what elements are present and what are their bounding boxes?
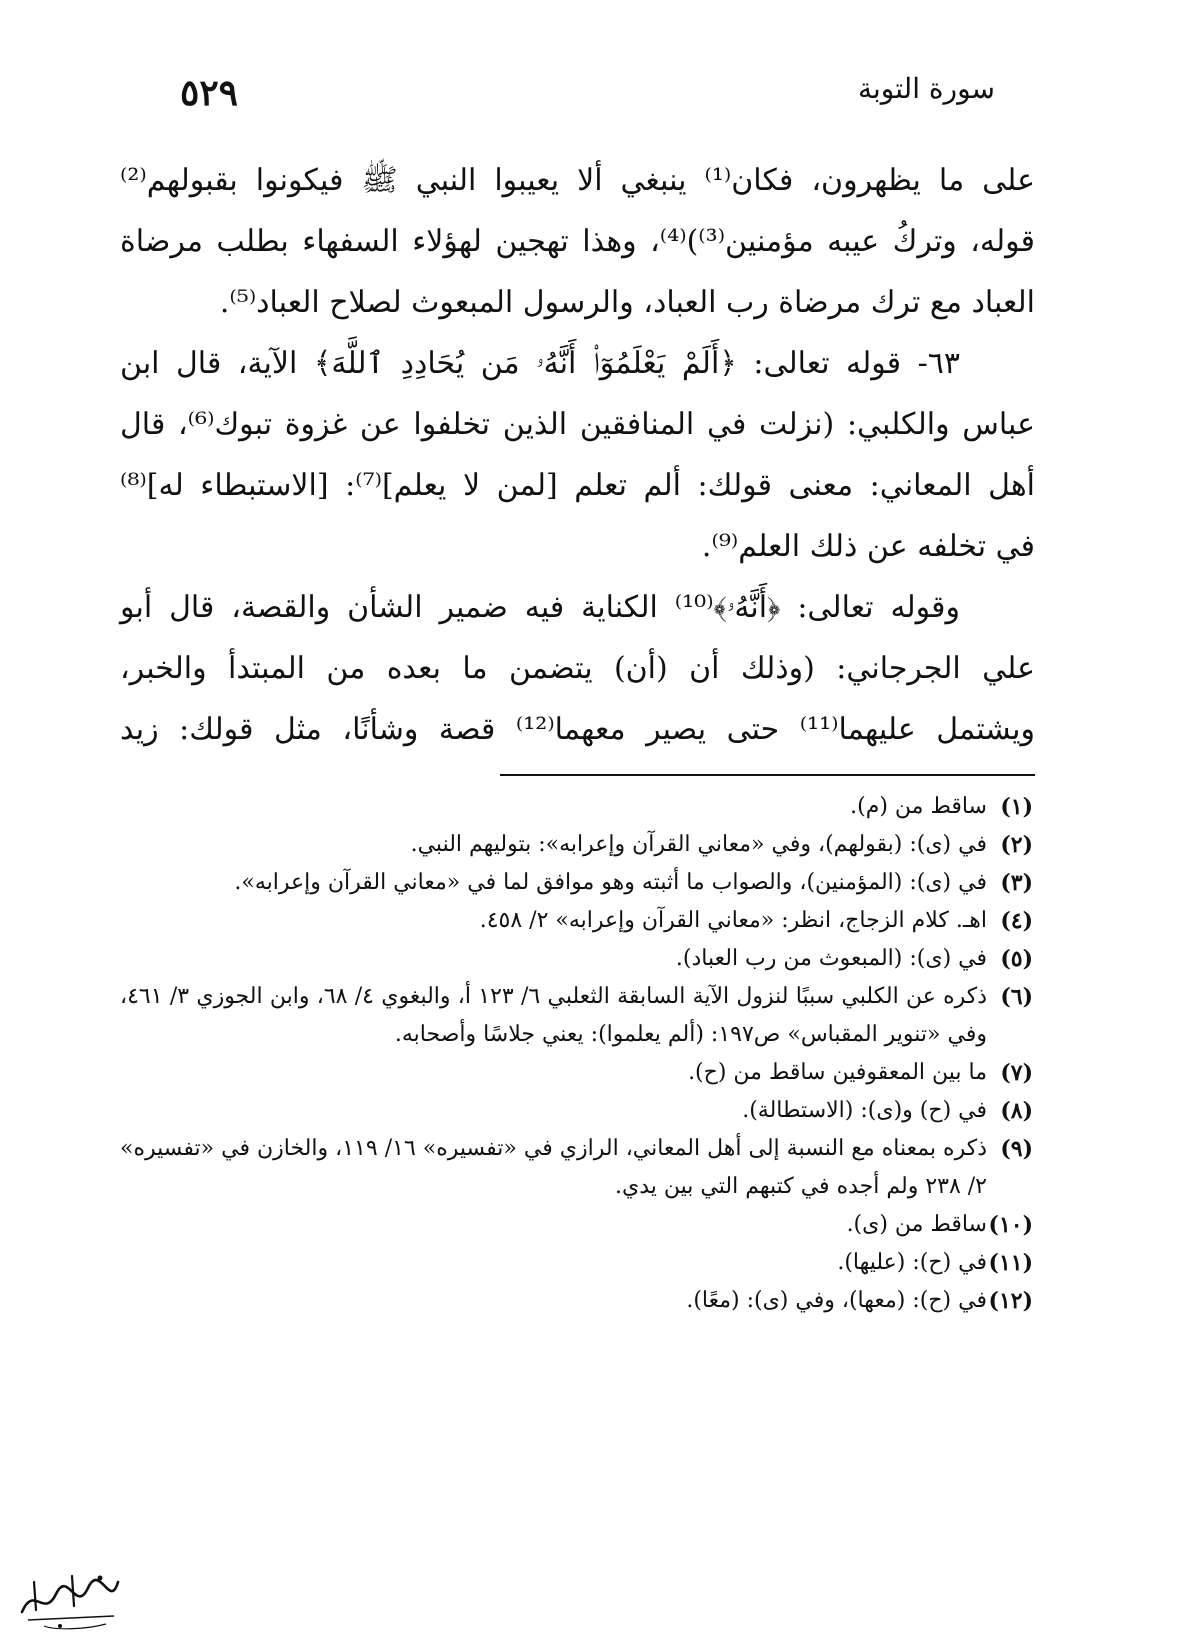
body-line: عباس والكلبي: (نزلت في المنافقين الذين تخلفوا عن غزوة تبوك⁽⁶⁾، قال <box>120 407 1035 442</box>
footnote-number: (٩) <box>1000 1136 1033 1162</box>
footnote <box>120 1206 1033 1244</box>
footnote <box>120 902 1033 940</box>
body-line: وقوله تعالى: ﴿أَنَّهُۥ﴾⁽¹⁰⁾ الكناية فيه ضمير الشأن والقصة، قال أبو <box>120 590 960 625</box>
footnote <box>120 1092 1033 1130</box>
footnote-text: ساقط من (ى). <box>846 1212 987 1237</box>
main-text <box>120 150 1035 760</box>
footnote-number: (١٢) <box>988 1288 1033 1314</box>
body-line: أهل المعاني: معنى قولك: ألم تعلم [لمن لا يعلم]⁽⁷⁾: [الاستبطاء له]⁽⁸⁾ <box>120 468 1036 503</box>
page-number: ٥٢٩ <box>180 72 239 114</box>
surah-title: سورة التوبة <box>857 72 995 105</box>
footnote-number: (١٠) <box>988 1212 1033 1238</box>
footnote <box>120 1244 1033 1282</box>
body-line: في تخلفه عن ذلك العلم⁽⁹⁾. <box>701 529 1035 564</box>
body-line: قوله، وتركُ عيبه مؤمنين⁽³⁾)⁽⁴⁾، وهذا تهجين لهؤلاء السفهاء بطلب مرضاة <box>120 224 1035 259</box>
footnote-divider <box>500 774 1035 776</box>
footnote-text: في (ى): (المبعوث من رب العباد). <box>675 946 987 971</box>
footnote-text: ذكره عن الكلبي سببًا لنزول الآية السابقة الثعلبي ٦/ ١٢٣ أ، والبغوي ٤/ ٦٨، وابن الجوزي ٣/ ٤٦١، وفي «تنوير المقباس» ص١٩٧: (ألم يعلموا): يعني جلاسًا وأصحابه. <box>120 984 988 1047</box>
footnote-text: ما بين المعقوفين ساقط من (ح). <box>688 1060 987 1085</box>
footnote-number: (٢) <box>1000 832 1033 858</box>
footnote-text: ساقط من (م). <box>850 794 987 819</box>
footnote-number: (٨) <box>1000 1098 1033 1124</box>
footnote <box>120 788 1033 826</box>
footnote <box>120 978 1033 1054</box>
footnote <box>120 1282 1033 1320</box>
footnote-text: في (ح) و(ى): (الاستطالة). <box>742 1098 987 1123</box>
footnote-text: اهـ. كلام الزجاج، انظر: «معاني القرآن وإعرابه» ٢/ ٤٥٨. <box>479 908 987 933</box>
footnote-text: في (ى): (المؤمنين)، والصواب ما أثبته وهو موافق لما في «معاني القرآن وإعرابه». <box>234 870 987 895</box>
footnote-text: ذكره بمعناه مع النسبة إلى أهل المعاني، الرازي في «تفسيره» ١٦/ ١١٩، والخازن في «تفسيره» ٢/ ٢٣٨ ولم أجده في كتبهم التي بين يدي. <box>120 1136 987 1199</box>
footnote <box>120 1130 1033 1206</box>
page-header <box>180 72 995 122</box>
body-line: علي الجرجاني: (وذلك أن (أن) يتضمن ما بعده من المبتدأ والخبر، <box>120 651 1035 686</box>
footnote-number: (١) <box>1000 794 1033 820</box>
footnote <box>120 826 1033 864</box>
footnote-number: (١١) <box>988 1250 1033 1276</box>
footnotes <box>120 788 1033 1320</box>
footnote-text: في (ح): (معها)، وفي (ى): (معًا). <box>686 1288 987 1313</box>
footnote <box>120 864 1033 902</box>
footnote <box>120 1054 1033 1092</box>
body-line: العباد مع ترك مرضاة رب العباد، والرسول المبعوث لصلاح العباد⁽⁵⁾. <box>219 285 1035 320</box>
body-line: ٦٣- قوله تعالى: ﴿أَلَمْ يَعْلَمُوٓا۟ أَنَّهُۥ مَن يُحَادِدِ ٱللَّهَ﴾ الآية، قال ابن <box>120 346 960 381</box>
footnote-number: (٤) <box>1000 908 1033 934</box>
footnote-number: (٧) <box>1000 1060 1033 1086</box>
stamp-drawing <box>14 1564 124 1634</box>
calligraphy-stamp-icon <box>14 1564 124 1634</box>
footnote-text: في (ح): (عليها). <box>837 1250 987 1275</box>
footnote-text: في (ى): (بقولهم)، وفي «معاني القرآن وإعرابه»: بتوليهم النبي. <box>410 832 987 857</box>
body-line: على ما يظهرون، فكان⁽¹⁾ ينبغي ألا يعيبوا النبي ﷺ فيكونوا بقبولهم⁽²⁾ <box>120 163 1035 198</box>
footnote-number: (٥) <box>1000 946 1033 972</box>
footnote <box>120 940 1033 978</box>
footnote-number: (٦) <box>1000 984 1033 1010</box>
body-line: ويشتمل عليهما⁽¹¹⁾ حتى يصير معهما⁽¹²⁾ قصة وشأنًا، مثل قولك: زيد <box>120 712 1035 747</box>
footnote-number: (٣) <box>1000 870 1033 896</box>
